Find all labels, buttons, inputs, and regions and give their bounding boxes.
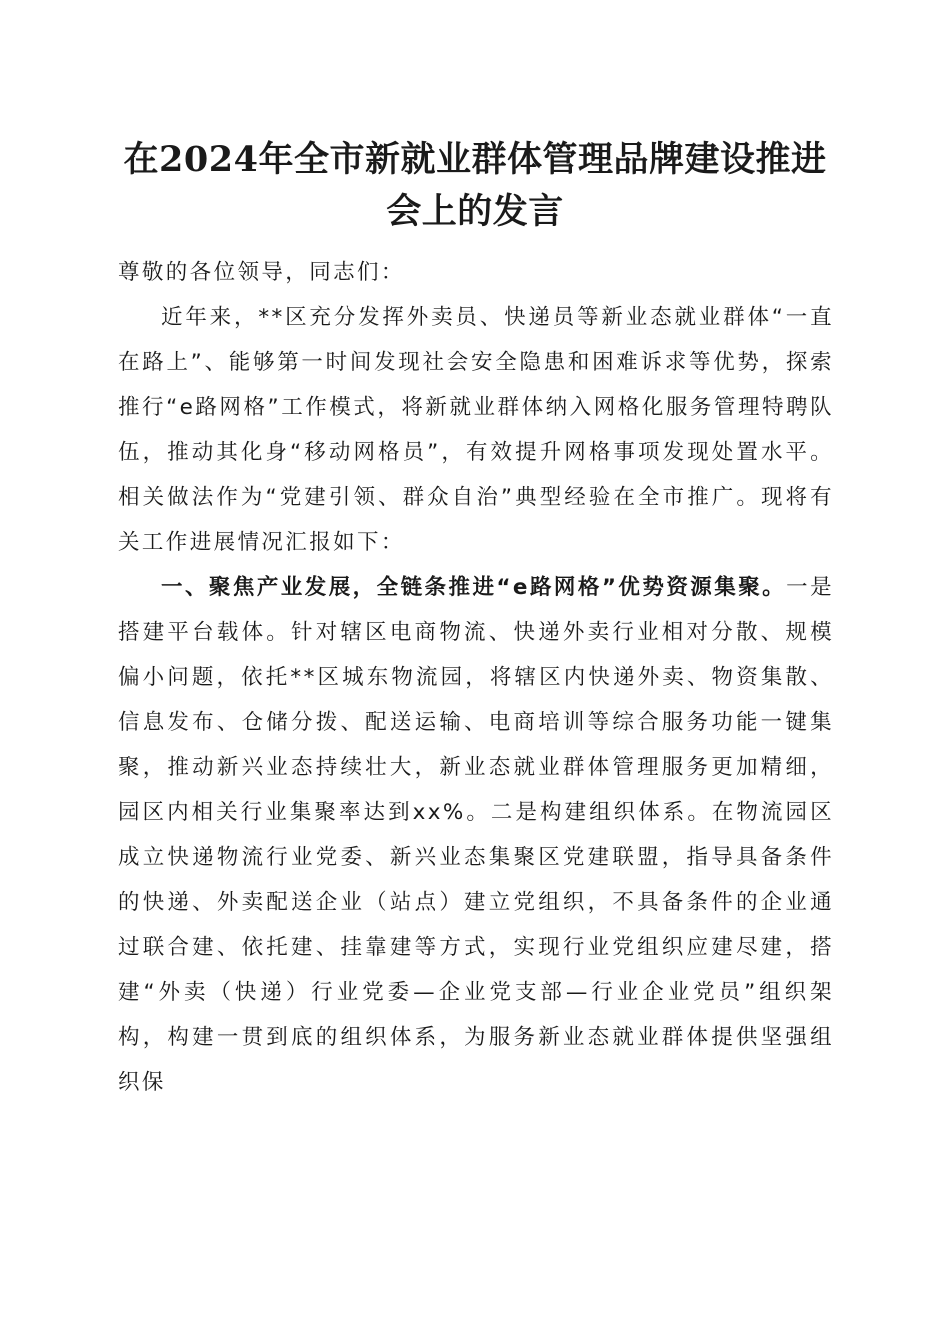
salutation: 尊敬的各位领导，同志们： xyxy=(118,260,405,285)
document-body xyxy=(118,250,834,1105)
section-1-heading: 一、聚焦产业发展，全链条推进“e路网格”优势资源集聚。 xyxy=(161,575,787,600)
section-1-paragraph xyxy=(118,565,834,1105)
section-1-body: 一是搭建平台载体。针对辖区电商物流、快递外卖行业相对分散、规模偏小问题，依托**区城东物流园，将辖区内快递外卖、物资集散、信息发布、仓储分拨、配送运输、电商培训等综合服务功能一键集聚，推动新兴业态持续壮大，新业态就业群体管理服务更加精细，园区内相关行业集聚率达到xx%。二是构建组织体系。在物流园区成立快递物流行业党委、新兴业态集聚区党建联盟，指导具备条件的快递、外卖配送企业（站点）建立党组织，不具备条件的企业通过联合建、依托建、挂靠建等方式，实现行业党组织应建尽建，搭建“外卖（快递）行业党委—企业党支部—行业企业党员”组织架构，构建一贯到底的组织体系，为服务新业态就业群体提供坚强组织保 xyxy=(118,575,834,1095)
document-title xyxy=(110,134,840,238)
title-line-1: 在2024年全市新就业群体管理品牌建设推进 xyxy=(123,139,827,180)
intro-paragraph: 近年来，**区充分发挥外卖员、快递员等新业态就业群体“一直在路上”、能够第一时间发现社会安全隐患和困难诉求等优势，探索推行“e路网格”工作模式，将新就业群体纳入网格化服务管理特聘队伍，推动其化身“移动网格员”，有效提升网格事项发现处置水平。相关做法作为“党建引领、群众自治”典型经验在全市推广。现将有关工作进展情况汇报如下： xyxy=(118,305,834,555)
title-line-2: 会上的发言 xyxy=(386,191,564,232)
